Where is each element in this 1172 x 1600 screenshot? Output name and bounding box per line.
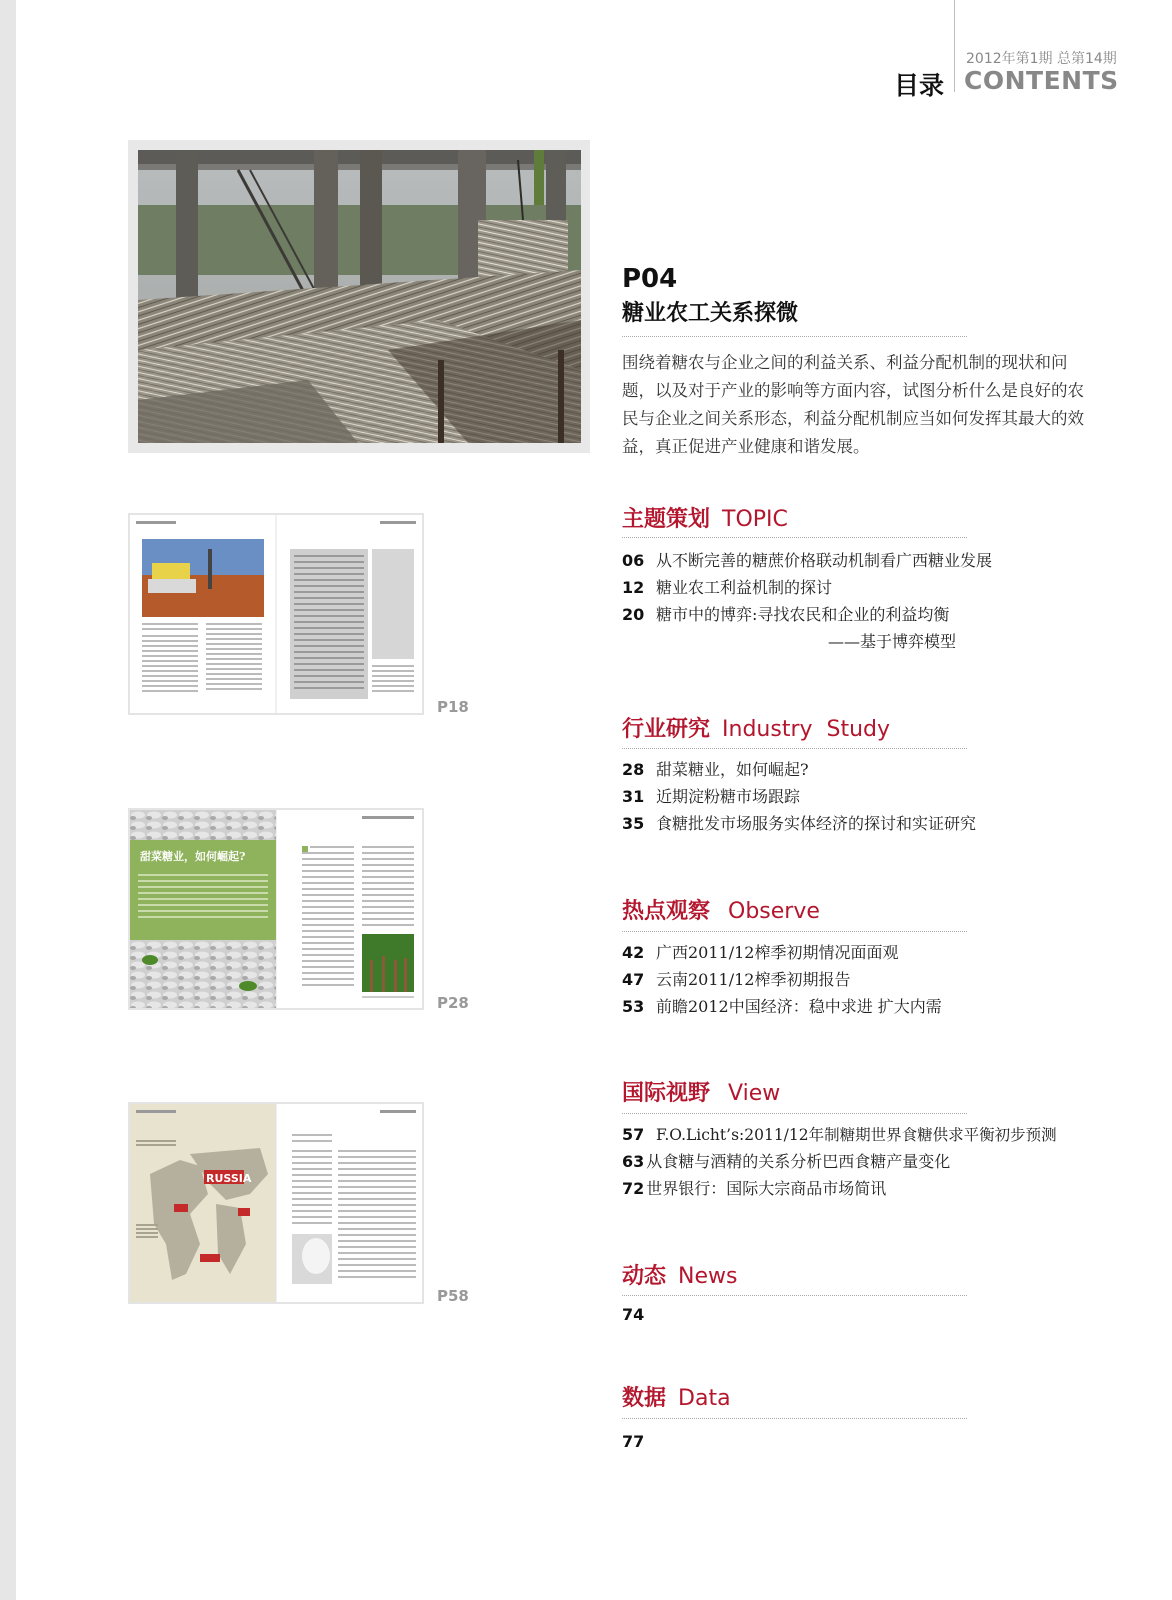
section-divider [622, 1295, 967, 1296]
toc-entry[interactable] [622, 967, 850, 993]
spread-preview-p28 [130, 810, 422, 1008]
toc-entry[interactable] [622, 1302, 656, 1328]
section-topic-en: TOPIC [722, 507, 788, 532]
toc-title: 甜菜糖业，如何崛起? [656, 760, 809, 779]
toc-page-number: 42 [622, 943, 645, 962]
section-divider [622, 748, 967, 749]
toc-title: 云南2011/12榨季初期报告 [656, 970, 851, 989]
toc-entry[interactable] [622, 1122, 1057, 1148]
section-data-en: Data [678, 1386, 731, 1411]
section-view-en: View [728, 1081, 781, 1106]
toc-page-number: 77 [622, 1432, 645, 1451]
section-heading-data [622, 1381, 731, 1412]
thumbnail-page-label: P28 [437, 994, 469, 1012]
toc-entry[interactable] [622, 602, 949, 628]
toc-page-number: 12 [622, 578, 645, 597]
contents-title-en: CONTENTS [964, 66, 1119, 95]
toc-entry[interactable] [622, 548, 992, 574]
thumbnail-headline: 甜菜糖业，如何崛起? [140, 850, 246, 863]
spread-thumbnail-p18[interactable] [128, 513, 424, 715]
section-divider [622, 931, 967, 932]
section-news-en: News [678, 1264, 738, 1289]
section-data-cn: 数据 [622, 1386, 667, 1411]
toc-title: 食糖批发市场服务实体经济的探讨和实证研究 [656, 814, 977, 833]
section-view-cn: 国际视野 [622, 1081, 711, 1106]
thumbnail-page-label: P18 [437, 698, 469, 716]
toc-title: 前瞻2012中国经济：稳中求进 扩大内需 [656, 997, 942, 1016]
toc-title: 糖业农工利益机制的探讨 [656, 578, 833, 597]
toc-entry[interactable] [622, 1429, 656, 1455]
toc-title: 广西2011/12榨季初期情况面面观 [656, 943, 899, 962]
toc-page-number: 74 [622, 1305, 645, 1324]
toc-title: F.O.Licht’s:2011/12年制糖期世界食糖供求平衡初步预测 [656, 1126, 1057, 1144]
header-divider [954, 0, 955, 92]
toc-page-number: 47 [622, 970, 645, 989]
toc-entry[interactable] [622, 994, 942, 1020]
toc-page-number: 72 [622, 1179, 645, 1198]
toc-title: 从食糖与酒精的关系分析巴西食糖产量变化 [646, 1152, 951, 1171]
spread-preview-p58 [130, 1104, 422, 1302]
section-heading-news [622, 1259, 737, 1290]
section-news-cn: 动态 [622, 1264, 667, 1289]
spread-thumbnail-p28[interactable] [128, 808, 424, 1010]
toc-page-number: 06 [622, 551, 645, 570]
toc-page-number: 53 [622, 997, 645, 1016]
feature-photo [138, 150, 581, 443]
section-topic-cn: 主题策划 [622, 507, 711, 532]
contents-title-cn: 目录 [894, 71, 945, 100]
section-industry-cn: 行业研究 [622, 717, 711, 742]
spread-preview-p18 [130, 515, 422, 713]
toc-entry[interactable] [622, 811, 976, 837]
toc-entry[interactable] [622, 757, 809, 783]
section-heading-industry [622, 712, 890, 743]
toc-entry[interactable] [622, 784, 800, 810]
toc-entry[interactable] [622, 1149, 950, 1175]
section-heading-observe [622, 894, 820, 925]
toc-entry[interactable] [622, 940, 898, 966]
feature-description: 围绕着糖农与企业之间的利益关系、利益分配机制的现状和问题，以及对于产业的影响等方面内容，试图分析什么是良好的农民与企业之间关系形态，利益分配机制应当如何发挥其最大的效益，真正促进产业健康和谐发展。 [622, 353, 1084, 456]
section-divider [622, 1418, 967, 1419]
toc-title: 从不断完善的糖蔗价格联动机制看广西糖业发展 [656, 551, 993, 570]
toc-entry[interactable] [622, 575, 832, 601]
spread-thumbnail-p58[interactable] [128, 1102, 424, 1304]
thumbnail-map-word: RUSSIA [206, 1172, 252, 1185]
toc-page-number: 63 [622, 1152, 645, 1171]
toc-title: 糖市中的博弈:寻找农民和企业的利益均衡 [656, 605, 950, 624]
toc-page-number: 20 [622, 605, 645, 624]
toc-subtitle: ——基于博弈模型 [828, 632, 957, 651]
feature-title[interactable]: 糖业农工关系探微 [622, 301, 799, 326]
toc-page-number: 35 [622, 814, 645, 833]
feature-divider [622, 336, 967, 337]
section-divider [622, 537, 967, 538]
section-divider [622, 1113, 967, 1114]
section-observe-cn: 热点观察 [622, 899, 711, 924]
thumbnail-page-label: P58 [437, 1287, 469, 1305]
toc-title: 近期淀粉糖市场跟踪 [656, 787, 801, 806]
page-edge-strip [0, 0, 16, 1600]
toc-title: 世界银行：国际大宗商品市场简讯 [646, 1179, 887, 1198]
section-industry-en: Industry Study [722, 717, 891, 742]
section-heading-topic [622, 502, 788, 533]
feature-page-number[interactable]: P04 [622, 264, 678, 294]
toc-page-number: 28 [622, 760, 645, 779]
issue-info: 2012年第1期 总第14期 [966, 51, 1117, 67]
toc-page-number: 31 [622, 787, 645, 806]
toc-entry[interactable] [622, 1176, 886, 1202]
toc-page-number: 57 [622, 1125, 645, 1144]
section-observe-en: Observe [728, 899, 820, 924]
section-heading-view [622, 1076, 780, 1107]
